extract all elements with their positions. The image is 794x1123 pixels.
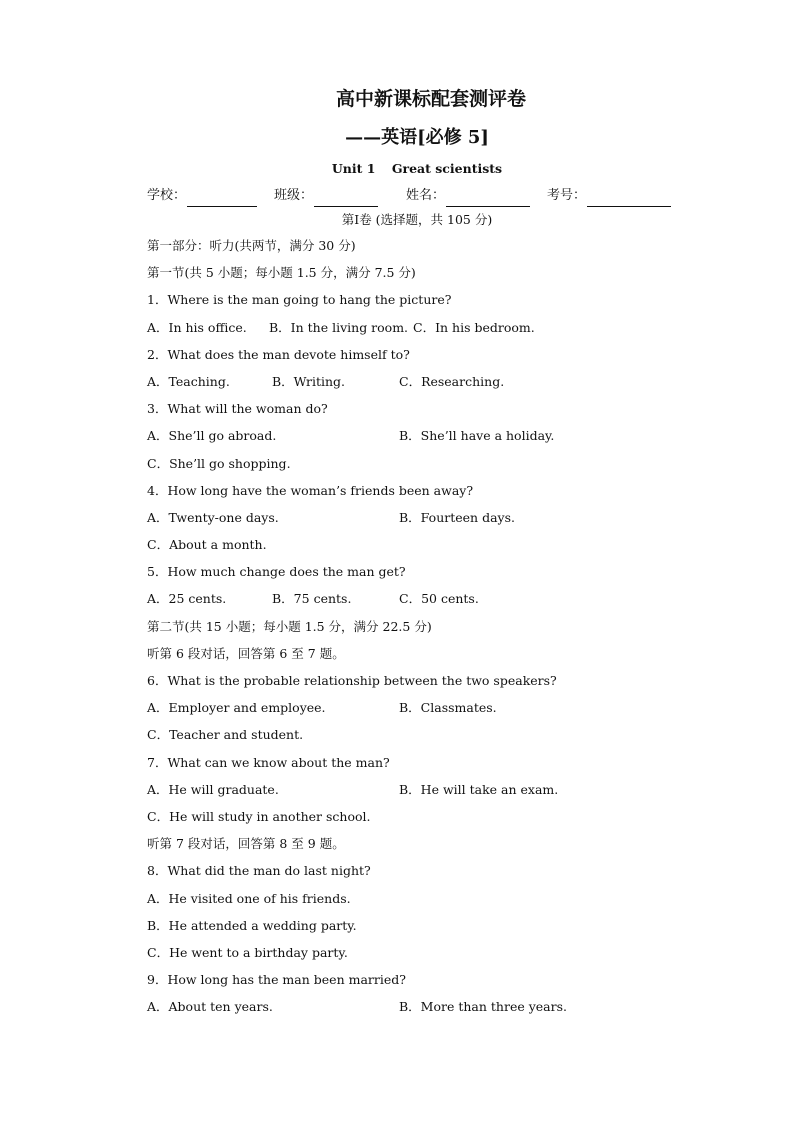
exam-number-label: 考号： [547, 188, 587, 203]
option-a[interactable]: A．She’ll go abroad. [147, 428, 277, 444]
option-a[interactable]: A．About ten years. [147, 999, 273, 1015]
option-c[interactable]: C．He will study in another school. [147, 808, 371, 824]
name-label: 姓名： [406, 188, 446, 203]
instruction-8-9: 听第 7 段对话，回答第 8 至 9 题。 [147, 836, 345, 852]
question-2: 2．What does the man devote himself to? [147, 346, 410, 362]
page-title: 高中新课标配套测评卷 [335, 88, 526, 110]
unit-label: Unit 1 [331, 161, 376, 176]
option-b[interactable]: B．More than three years. [399, 999, 567, 1015]
option-b[interactable]: B．In the living room. [269, 319, 409, 335]
question-4: 4．How long have the woman’s friends been away? [147, 482, 474, 498]
unit-title [147, 160, 687, 178]
question-1: 1．Where is the man going to hang the picture? [147, 292, 452, 308]
option-c[interactable]: C．About a month. [147, 537, 267, 553]
volume-heading: 第Ⅰ卷 (选择题，共 105 分) [341, 212, 493, 227]
option-b[interactable]: B．She’ll have a holiday. [399, 428, 555, 444]
instruction-6-7: 听第 6 段对话，回答第 6 至 7 题。 [147, 645, 345, 661]
part-heading: 第一部分：听力(共两节，满分 30 分) [147, 238, 356, 253]
student-info-row [147, 185, 687, 207]
exam-number-blank[interactable] [587, 189, 671, 207]
option-a[interactable]: A．Twenty-one days. [147, 509, 279, 525]
page-subtitle: ——英语[必修 5] [345, 127, 489, 148]
question-1-options [147, 314, 687, 341]
option-b[interactable]: B．He will take an exam. [399, 781, 559, 797]
option-c[interactable]: C．She’ll go shopping. [147, 455, 291, 471]
option-b[interactable]: B．He attended a wedding party. [147, 917, 357, 933]
question-3-options [147, 422, 687, 449]
option-c[interactable]: C．50 cents. [399, 591, 479, 607]
option-a[interactable]: A．In his office. [147, 319, 247, 335]
name-blank[interactable] [446, 189, 530, 207]
option-b[interactable]: B．Fourteen days. [399, 509, 515, 525]
option-a[interactable]: A．He will graduate. [147, 781, 279, 797]
option-c[interactable]: C．He went to a birthday party. [147, 944, 348, 960]
question-5-options [147, 585, 687, 612]
option-b[interactable]: B．75 cents. [272, 591, 352, 607]
option-c[interactable]: C．In his bedroom. [413, 319, 535, 335]
exam-page [147, 86, 687, 1020]
option-b[interactable]: B．Classmates. [399, 700, 497, 716]
school-blank[interactable] [187, 189, 257, 207]
question-5: 5．How much change does the man get? [147, 564, 406, 580]
question-9: 9．How long has the man been married? [147, 972, 406, 988]
school-field [147, 185, 274, 207]
option-a[interactable]: A．Teaching. [147, 373, 230, 389]
option-a[interactable]: A．Employer and employee. [147, 700, 326, 716]
question-7-options [147, 776, 687, 803]
name-field [406, 185, 547, 207]
section1-heading: 第一节(共 5 小题；每小题 1.5 分，满分 7.5 分) [147, 265, 416, 281]
school-label: 学校： [147, 188, 187, 203]
option-c[interactable]: C．Researching. [399, 373, 505, 389]
question-7: 7．What can we know about the man? [147, 754, 390, 770]
question-6-options [147, 694, 687, 721]
question-3: 3．What will the woman do? [147, 401, 328, 417]
question-9-options [147, 993, 687, 1020]
question-2-options [147, 368, 687, 395]
option-a[interactable]: A．He visited one of his friends. [147, 890, 351, 906]
question-6: 6．What is the probable relationship between the two speakers? [147, 673, 557, 688]
class-label: 班级： [274, 188, 314, 203]
option-b[interactable]: B．Writing. [272, 373, 345, 389]
option-c[interactable]: C．Teacher and student. [147, 727, 304, 743]
section2-heading: 第二节(共 15 小题；每小题 1.5 分，满分 22.5 分) [147, 618, 432, 634]
exam-number-field [547, 185, 671, 207]
unit-name: Great scientists [391, 161, 503, 176]
option-a[interactable]: A．25 cents. [147, 591, 227, 607]
question-8: 8．What did the man do last night? [147, 863, 371, 879]
class-blank[interactable] [314, 189, 378, 207]
class-field [274, 185, 406, 207]
question-4-options [147, 504, 687, 531]
